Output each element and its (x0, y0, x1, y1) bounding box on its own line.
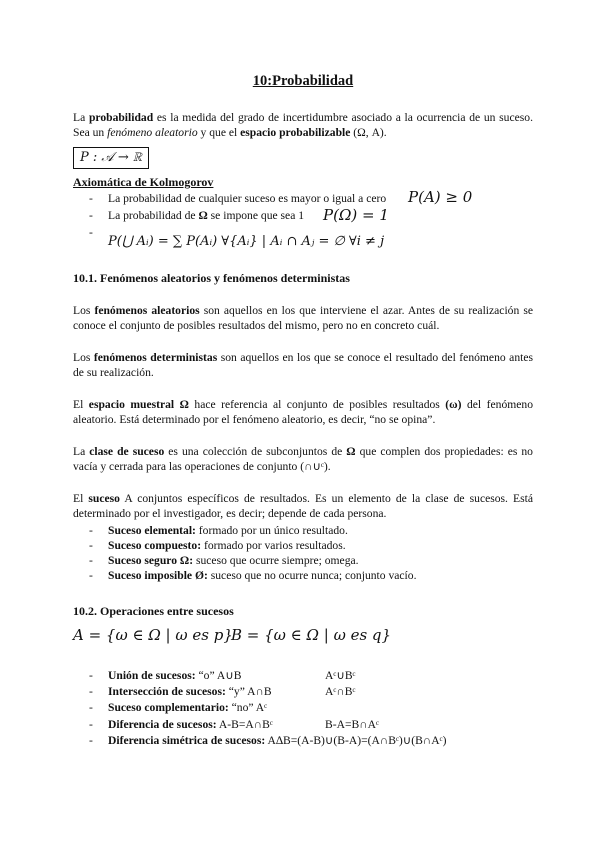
paragraph-fenomenos-aleatorios (73, 303, 533, 334)
list-item-desc: formado por un único resultado. (195, 523, 348, 537)
kolmogorov-section (73, 175, 533, 255)
operation-item (73, 733, 533, 749)
set-definitions-row (73, 626, 533, 652)
boxed-formula-row (73, 147, 533, 169)
boxed-formula: P : 𝒜 → ℝ (73, 147, 149, 169)
axiom-3-formula: - P(⋃ Aᵢ) = ∑ P(Aᵢ) ∀{Aᵢ} | Aᵢ ∩ Aⱼ = ∅ ∀i ≠ j (108, 233, 385, 249)
operations-list (73, 668, 533, 749)
p4-omega: Ω (346, 445, 356, 458)
p4-text-a: La (73, 445, 90, 458)
p1-text-a: Los (73, 304, 95, 317)
p2-text-a: Los (73, 351, 94, 364)
operation-desc: A-B=A∩Bᶜ (216, 717, 273, 731)
list-item (73, 523, 533, 538)
intro-paragraph (73, 110, 533, 141)
p3-text-a: El (73, 398, 89, 411)
intro-text-1: La (73, 111, 89, 124)
suceso-types-list (73, 523, 533, 584)
set-b-formula: B = {ω ∈ Ω | ω es q} (231, 626, 392, 644)
list-item-desc: formado por varios resultados. (201, 538, 346, 552)
axiom-2-omega: Ω (198, 208, 208, 222)
p5-text-c: A conjuntos específicos de resultados. Es un elemento de la clase de sucesos. Está determinado por el investigador, es decir; depende de cada persona. (73, 492, 533, 521)
p5-text-a: El (73, 492, 89, 505)
list-item (73, 568, 533, 583)
operation-term: Unión de sucesos: (108, 669, 196, 682)
list-item-term: Suceso elemental: (108, 523, 196, 537)
operation-item (73, 684, 533, 700)
operation-item (73, 668, 533, 684)
operation-term: Suceso complementario: (108, 701, 229, 715)
intro-term-fenomeno-aleatorio: fenómeno aleatorio (107, 126, 198, 140)
kolmogorov-list (73, 187, 533, 255)
axiom-2 (73, 205, 533, 225)
operation-item (73, 700, 533, 716)
operation-term: Diferencia simétrica de sucesos: (108, 733, 266, 747)
p3-text-c: hace referencia al conjunto de posibles resultados (188, 398, 446, 411)
intro-term-espacio-probabilizable: espacio probabilizable (240, 126, 351, 140)
paragraph-espacio-muestral (73, 397, 533, 428)
intro-text-2: es la medida del grado de incertidumbre asociado a la ocurrencia de un suceso. Sea un (73, 111, 533, 140)
paragraph-fenomenos-deterministas (73, 350, 533, 381)
operation-desc: “o” A∪B (195, 669, 242, 682)
p5-term: suceso (88, 492, 120, 505)
axiom-1-formula: P(A) ≥ 0 (408, 187, 473, 206)
p3-term: espacio muestral Ω (88, 398, 189, 411)
p2-text-c: son aquellos en los que se conoce el resultado del fenómeno antes de su realización. (73, 351, 534, 380)
axiom-1-text: La probabilidad de cualquier suceso es mayor o igual a cero (108, 191, 387, 205)
intro-term-probabilidad: probabilidad (88, 111, 154, 124)
list-item-term: Suceso seguro Ω: (108, 554, 194, 568)
list-item-desc: suceso que ocurre siempre; omega. (193, 554, 359, 568)
section-1-heading: 10.1. Fenómenos aleatorios y fenómenos deterministas (73, 271, 350, 285)
axiom-1 (73, 187, 533, 208)
operation-right: Aᶜ∩Bᶜ (325, 685, 356, 699)
operation-term: Diferencia de sucesos: (108, 717, 217, 731)
p4-term: clase de suceso (89, 445, 165, 458)
operation-item (73, 717, 533, 733)
operation-term: Intersección de sucesos: (108, 685, 226, 699)
p4-text-c: es una colección de subconjuntos de (164, 445, 347, 458)
suceso-block (73, 491, 533, 584)
page-title: 10:Probabilidad (252, 73, 354, 89)
p3-omega-small: (ω) (445, 398, 462, 411)
list-item-desc: suceso que no ocurre nunca; conjunto vacío. (207, 569, 417, 583)
p3-text-e: del fenómeno aleatorio. Está determinado por el fenómeno aleatorio, es decir, “no se opina”. (73, 398, 533, 427)
list-item-term: Suceso compuesto: (108, 538, 202, 552)
intro-text-4: (Ω, A). (350, 126, 387, 140)
list-item (73, 538, 533, 553)
operation-right: B-A=B∩Aᶜ (325, 717, 379, 731)
list-item (73, 553, 533, 568)
intro-text-3: y que el (197, 126, 241, 140)
paragraph-suceso (73, 491, 533, 522)
set-a-formula: A = {ω ∈ Ω | ω es p} (73, 626, 233, 644)
operation-desc: “y” A∩B (225, 685, 272, 699)
paragraph-clase-de-suceso (73, 444, 533, 475)
operation-desc: A∆B=(A-B)∪(B-A)=(A∩Bᶜ)∪(B∩Aᶜ) (265, 733, 447, 747)
kolmogorov-heading: Axiomática de Kolmogorov (73, 175, 214, 189)
axiom-2-text-b: se impone que sea 1 (207, 208, 305, 222)
axiom-2-text-a: La probabilidad de (108, 208, 199, 222)
p1-term: fenómenos aleatorios (94, 304, 200, 317)
axiom-3 (73, 225, 533, 255)
p4-text-e: que complen dos propiedades: es no vacía y cerrada para las operaciones de conjunto (∩∪ᶜ). (73, 445, 533, 474)
operation-right: Aᶜ∪Bᶜ (325, 669, 356, 682)
axiom-2-formula: P(Ω) = 1 (323, 205, 389, 224)
operation-desc: “no” Aᶜ (228, 701, 268, 715)
p1-text-c: son aquellos en los que interviene el azar. Antes de su realización se conoce el conjunto de posibles resultados del mismo, pero no en concreto cuál. (73, 304, 533, 333)
section-2-heading: 10.2. Operaciones entre sucesos (73, 604, 234, 618)
list-item-term: Suceso imposible Ø: (108, 569, 208, 583)
p2-term: fenómenos deterministas (93, 351, 218, 364)
